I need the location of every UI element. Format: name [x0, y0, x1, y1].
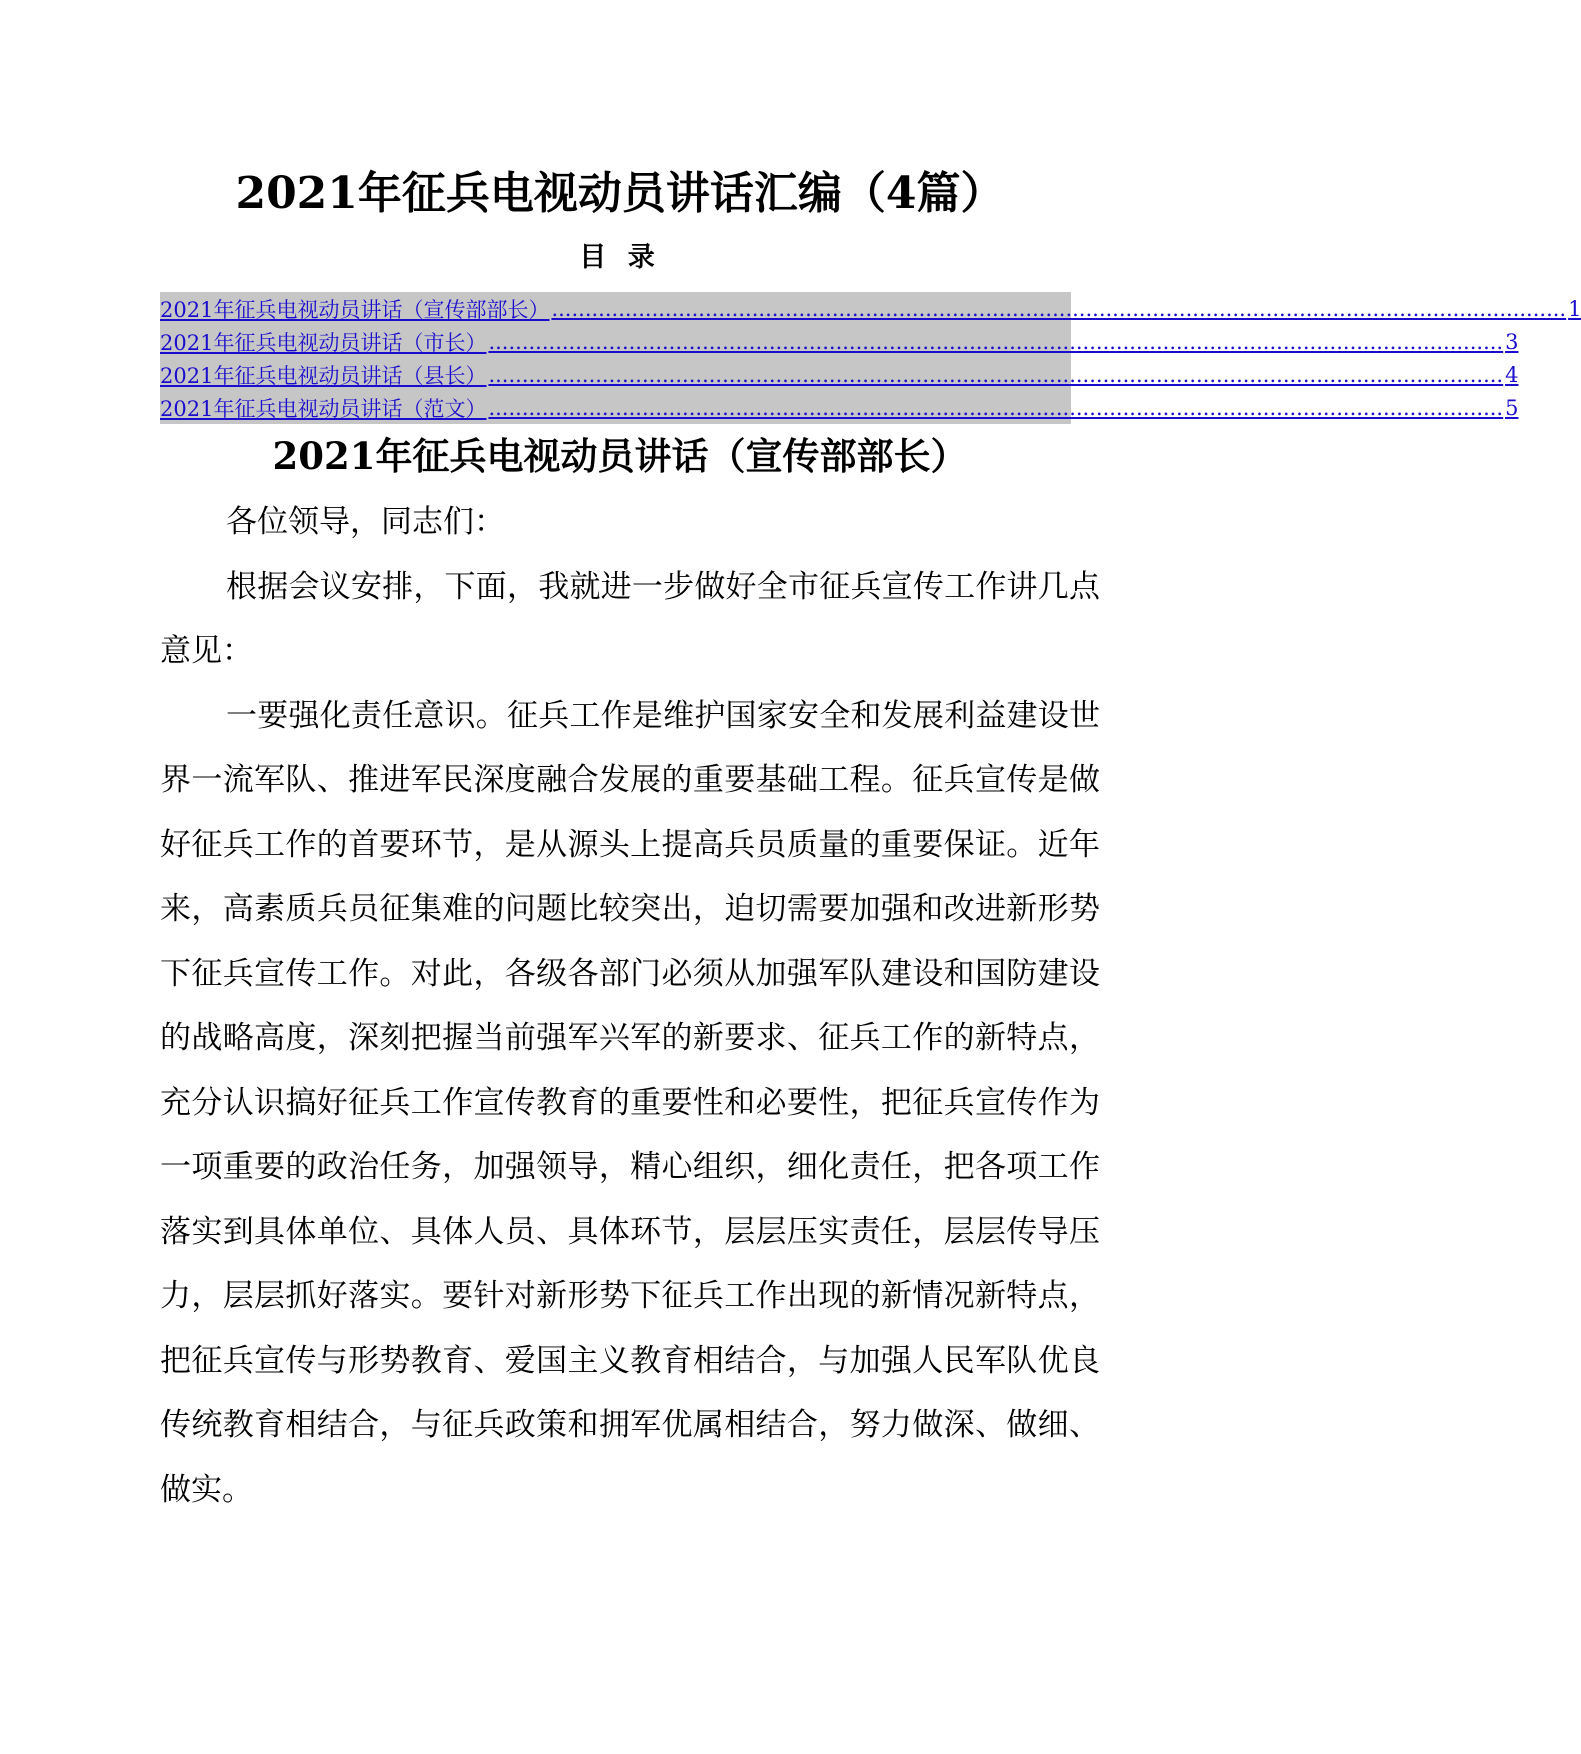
toc-entry-title[interactable]: 2021年征兵电视动员讲话（市长） — [160, 330, 487, 355]
toc-entry[interactable] — [160, 358, 1519, 391]
toc-entry-title[interactable]: 2021年征兵电视动员讲话（宣传部部长） — [160, 297, 550, 322]
document-title: 2021年征兵电视动员讲话汇编（4篇） — [235, 168, 1005, 219]
toc-entry-title[interactable]: 2021年征兵电视动员讲话（范文） — [160, 396, 487, 421]
toc-entry-title[interactable]: 2021年征兵电视动员讲话（县长） — [160, 363, 487, 388]
toc-dot-leader: ........................................................................................................................................................ — [488, 329, 1504, 354]
toc-entry-page[interactable]: 1 — [1568, 296, 1581, 321]
table-of-contents — [160, 292, 1581, 424]
section-body — [160, 490, 1100, 1522]
toc-heading: 目 录 — [579, 242, 661, 273]
toc-entry-page[interactable]: 5 — [1505, 395, 1519, 420]
section-title: 2021年征兵电视动员讲话（宣传部部长） — [272, 434, 968, 478]
toc-entry[interactable] — [160, 292, 1581, 325]
toc-dot-leader: ........................................................................................................................................................ — [488, 395, 1504, 420]
toc-dot-leader: ........................................................................................................................................................ — [488, 362, 1504, 387]
toc-entry-page[interactable]: 3 — [1505, 329, 1519, 354]
intro-paragraph: 根据会议安排，下面，我就进一步做好全市征兵宣传工作讲几点意见： — [160, 568, 1100, 669]
body-paragraph: 一要强化责任意识。征兵工作是维护国家安全和发展利益建设世界一流军队、推进军民深度融合发展的重要基础工程。征兵宣传是做好征兵工作的首要环节，是从源头上提高兵员质量的重要保证。近年来，高素质兵员征集难的问题比较突出，迫切需要加强和改进新形势下征兵宣传工作。对此，各级各部门必须从加强军队建设和国防建设的战略高度，深刻把握当前强军兴军的新要求、征兵工作的新特点，充分认识搞好征兵工作宣传教育的重要性和必要性，把征兵宣传作为一项重要的政治任务，加强领导，精心组织，细化责任，把各项工作落实到具体单位、具体人员、具体环节，层层压实责任，层层传导压力，层层抓好落实。要针对新形势下征兵工作出现的新情况新特点，把征兵宣传与形势教育、爱国主义教育相结合，与加强人民军队优良传统教育相结合，与征兵政策和拥军优属相结合，努力做深、做细、做实。 — [160, 697, 1100, 1508]
toc-entry[interactable] — [160, 391, 1519, 424]
toc-entry[interactable] — [160, 325, 1519, 358]
toc-dot-leader: ........................................................................................................................................................ — [551, 296, 1567, 321]
salutation-paragraph: 各位领导，同志们： — [226, 504, 505, 540]
toc-entry-page[interactable]: 4 — [1505, 362, 1519, 387]
